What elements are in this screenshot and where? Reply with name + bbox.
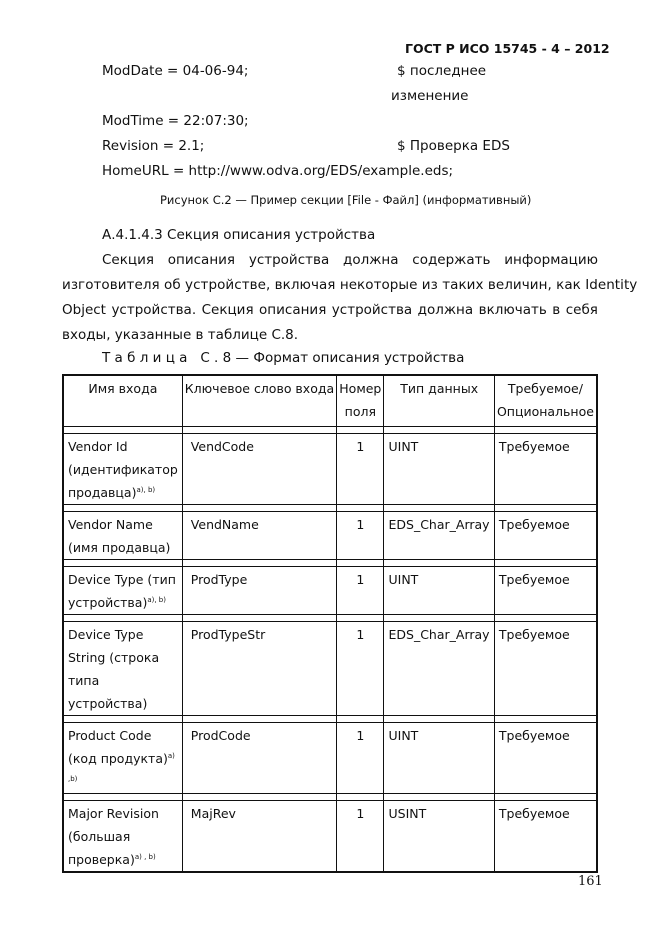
- word: информацию: [504, 252, 598, 268]
- device-description-table: [62, 374, 598, 873]
- cell-type: UINT: [384, 433, 494, 504]
- table-gap: [63, 504, 597, 511]
- cell-field: 1: [337, 566, 384, 614]
- cell-required: Требуемое: [494, 511, 597, 559]
- table-caption-label: Т а б л и ц а С . 8: [102, 350, 232, 366]
- footnote-ref: a), b): [136, 485, 156, 494]
- code-revision-comment: $ Проверка EDS: [397, 138, 510, 154]
- cell-keyword: MajRev: [182, 800, 336, 872]
- cell-field: 1: [337, 800, 384, 872]
- header-field-number: Номер поля: [337, 375, 384, 426]
- cell-keyword: VendCode: [182, 433, 336, 504]
- word: содержать: [412, 252, 491, 268]
- figure-caption: Рисунок С.2 — Пример секции [File - Файл] (информативный): [160, 193, 532, 207]
- word: должна: [343, 252, 399, 268]
- header-keyword: Ключевое слово входа: [182, 375, 336, 426]
- cell-required: Требуемое: [494, 722, 597, 793]
- word: описания: [259, 302, 327, 318]
- cell-entry-name: [63, 621, 182, 715]
- code-homeurl: HomeURL = http://www.odva.org/EDS/example.eds;: [102, 163, 454, 179]
- word: Секция: [201, 302, 254, 318]
- cell-type: UINT: [384, 722, 494, 793]
- cell-required: Требуемое: [494, 800, 597, 872]
- entry-name-text: Device Type (тип устройства): [68, 571, 176, 610]
- word: в: [552, 302, 561, 318]
- footnote-ref: a) , b): [134, 852, 156, 861]
- word: Object: [62, 302, 106, 318]
- cell-required: Требуемое: [494, 433, 597, 504]
- document-header: ГОСТ Р ИСО 15745 - 4 – 2012: [405, 41, 610, 56]
- cell-keyword: ProdType: [182, 566, 336, 614]
- word: описания: [167, 252, 236, 268]
- entry-name-text: Vendor Name (имя продавца): [68, 516, 171, 555]
- code-moddate-comment-cont: изменение: [391, 88, 469, 104]
- word: включать: [478, 302, 547, 318]
- table-row: [63, 566, 597, 614]
- table-gap: [63, 559, 597, 566]
- footnote-ref: a), b): [147, 595, 166, 604]
- cell-field: 1: [337, 722, 384, 793]
- header-entry-name: Имя входа: [63, 375, 182, 426]
- table-header-row: [63, 375, 597, 426]
- table-gap: [63, 614, 597, 621]
- cell-keyword: VendName: [182, 511, 336, 559]
- header-required: Требуемое/ Опциональное: [494, 375, 597, 426]
- cell-required: Требуемое: [494, 566, 597, 614]
- word: Секция: [102, 252, 154, 268]
- entry-name-text: Vendor Id (идентификатор продавца): [68, 438, 178, 500]
- word: себя: [565, 302, 598, 318]
- word: устройства: [248, 252, 330, 268]
- table-row: [63, 433, 597, 504]
- cell-entry-name: [63, 511, 182, 559]
- entry-name-text: Major Revision (большая проверка): [68, 805, 159, 867]
- code-revision: Revision = 2.1;: [102, 138, 205, 154]
- cell-type: EDS_Char_Array: [384, 621, 494, 715]
- entry-name-text: Device Type String (строка типа устройства): [68, 626, 160, 711]
- paragraph-line-1: [62, 252, 598, 268]
- table-row: [63, 621, 597, 715]
- header-data-type: Тип данных: [384, 375, 494, 426]
- cell-entry-name: [63, 722, 182, 793]
- cell-field: 1: [337, 511, 384, 559]
- page-number: 161: [578, 874, 603, 889]
- table-row: [63, 722, 597, 793]
- footnote-ref: a) ,b): [68, 751, 175, 783]
- table-caption-title: — Формат описания устройства: [231, 350, 465, 366]
- cell-type: USINT: [384, 800, 494, 872]
- paragraph-line-4: входы, указанные в таблице С.8.: [62, 327, 299, 343]
- cell-entry-name: [63, 566, 182, 614]
- cell-required: Требуемое: [494, 621, 597, 715]
- code-moddate-comment: $ последнее: [397, 63, 487, 79]
- word: устройства: [331, 302, 413, 318]
- cell-entry-name: [63, 433, 182, 504]
- cell-field: 1: [337, 433, 384, 504]
- section-heading: А.4.1.4.3 Секция описания устройства: [102, 227, 376, 243]
- word: устройства.: [111, 302, 197, 318]
- table-gap: [63, 715, 597, 722]
- table-row: [63, 800, 597, 872]
- code-modtime: ModTime = 22:07:30;: [102, 113, 249, 129]
- table-caption: [102, 350, 464, 366]
- cell-type: UINT: [384, 566, 494, 614]
- table-row: [63, 511, 597, 559]
- cell-keyword: ProdCode: [182, 722, 336, 793]
- paragraph-line-2: изготовителя об устройстве, включая некоторые из таких величин, как Identity: [62, 277, 638, 293]
- cell-type: EDS_Char_Array: [384, 511, 494, 559]
- paragraph-line-3: [62, 302, 598, 318]
- cell-keyword: ProdTypeStr: [182, 621, 336, 715]
- word: должна: [417, 302, 474, 318]
- table-gap: [63, 793, 597, 800]
- code-moddate: ModDate = 04-06-94;: [102, 63, 249, 79]
- cell-entry-name: [63, 800, 182, 872]
- cell-field: 1: [337, 621, 384, 715]
- table-gap: [63, 426, 597, 433]
- entry-name-text: Product Code (код продукта): [68, 727, 168, 766]
